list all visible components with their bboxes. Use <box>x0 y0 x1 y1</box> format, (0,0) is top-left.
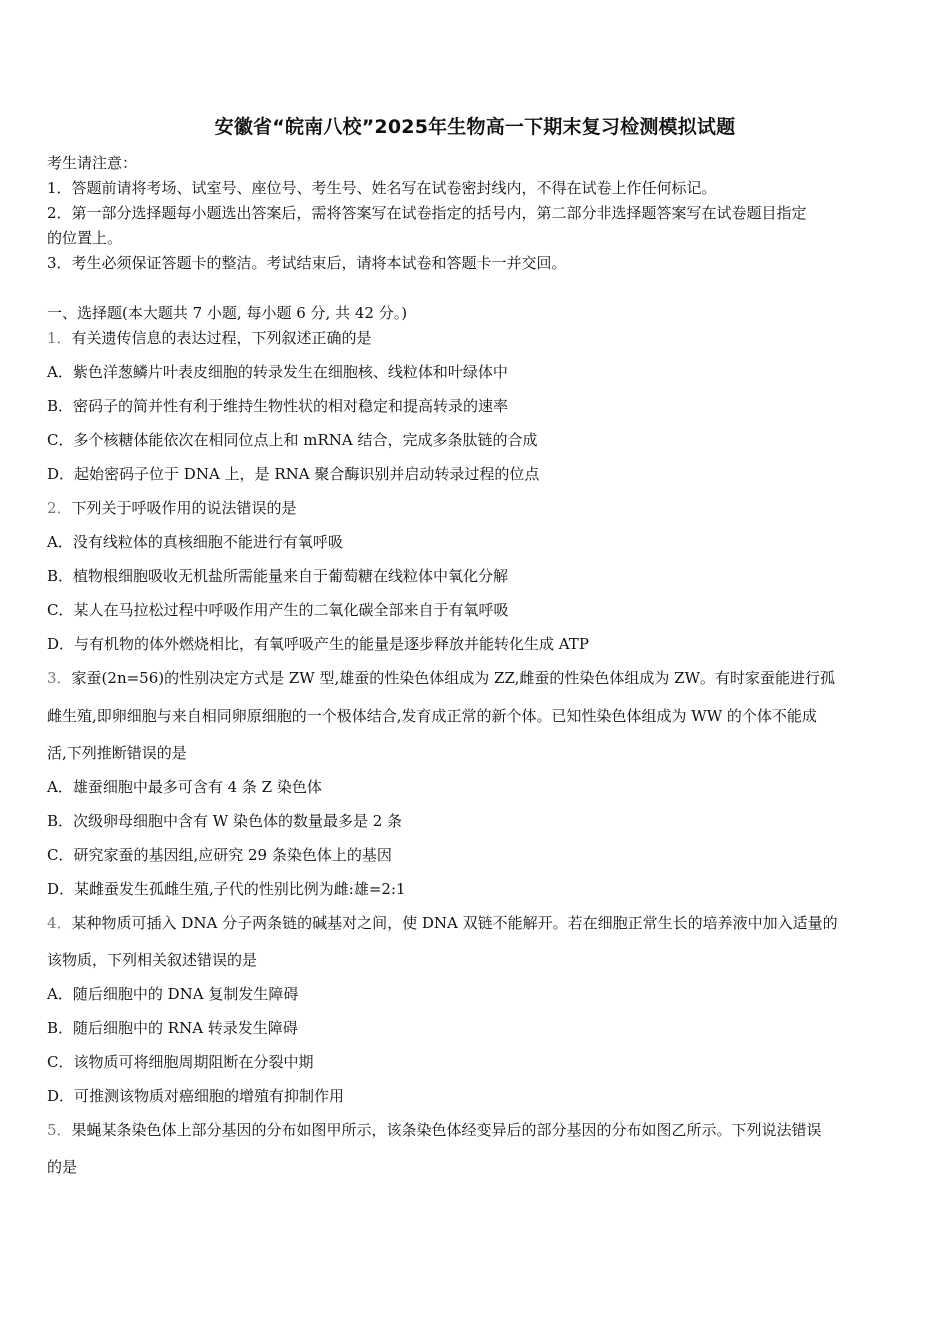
question-3-option-d: D．某雌蚕发生孤雌生殖,子代的性别比例为雌:雄=2:1 <box>47 880 406 898</box>
notice-item-2-cont: 的位置上。 <box>47 229 123 247</box>
question-2-stem <box>47 497 297 518</box>
question-4-option-c: C．该物质可将细胞周期阻断在分裂中期 <box>47 1053 314 1071</box>
question-4-option-b: B．随后细胞中的 RNA 转录发生障碍 <box>47 1019 298 1037</box>
question-number: 2． <box>47 499 72 517</box>
notice-item-3: 3．考生必须保证答题卡的整洁。考试结束后，请将本试卷和答题卡一并交回。 <box>47 254 567 272</box>
question-2-option-c: C．某人在马拉松过程中呼吸作用产生的二氧化碳全部来自于有氧呼吸 <box>47 601 509 619</box>
notice-item-1: 1．答题前请将考场、试室号、座位号、考生号、姓名写在试卷密封线内，不得在试卷上作任何标记。 <box>47 179 717 197</box>
page-title: 安徽省“皖南八校”2025年生物高一下期末复习检测模拟试题 <box>214 116 736 138</box>
question-1-stem <box>47 327 372 348</box>
question-text: 果蝇某条染色体上部分基因的分布如图甲所示，该条染色体经变异后的部分基因的分布如图乙所示。下列说法错误 <box>71 1121 822 1139</box>
question-2-option-a: A．没有线粒体的真核细胞不能进行有氧呼吸 <box>47 533 343 551</box>
question-3-stem-line-3: 活,下列推断错误的是 <box>47 744 187 762</box>
question-text: 家蚕(2n=56)的性别决定方式是 ZW 型,雄蚕的性染色体组成为 ZZ,雌蚕的性染色体组成为 ZW。有时家蚕能进行孤 <box>71 669 835 687</box>
question-4-option-d: D．可推测该物质对癌细胞的增殖有抑制作用 <box>47 1087 345 1105</box>
question-2-option-b: B．植物根细胞吸收无机盐所需能量来自于葡萄糖在线粒体中氧化分解 <box>47 567 509 585</box>
question-4-option-a: A．随后细胞中的 DNA 复制发生障碍 <box>47 985 299 1003</box>
notice-item-2: 2．第一部分选择题每小题选出答案后，需将答案写在试卷指定的括号内，第二部分非选择题答案写在试卷题目指定 <box>47 204 807 222</box>
question-text: 有关遗传信息的表达过程，下列叙述正确的是 <box>71 329 372 347</box>
question-number: 4． <box>47 914 72 932</box>
question-2-option-d: D．与有机物的体外燃烧相比，有氧呼吸产生的能量是逐步释放并能转化生成 ATP <box>47 635 589 653</box>
question-4-stem <box>47 912 838 933</box>
section-heading: 一、选择题(本大题共 7 小题, 每小题 6 分, 共 42 分。) <box>47 304 408 322</box>
question-5-stem <box>47 1119 822 1140</box>
question-3-stem <box>47 667 835 688</box>
question-1-option-c: C．多个核糖体能依次在相同位点上和 mRNA 结合，完成多条肽链的合成 <box>47 431 538 449</box>
question-3-stem-line-2: 雌生殖,即卵细胞与来自相同卵原细胞的一个极体结合,发育成正常的新个体。已知性染色体组成为 WW 的个体不能成 <box>47 707 817 725</box>
question-3-option-b: B．次级卵母细胞中含有 W 染色体的数量最多是 2 条 <box>47 812 403 830</box>
question-number: 3． <box>47 669 72 687</box>
question-text: 某种物质可插入 DNA 分子两条链的碱基对之间，使 DNA 双链不能解开。若在细胞正常生长的培养液中加入适量的 <box>71 914 838 932</box>
question-1-option-a: A．紫色洋葱鳞片叶表皮细胞的转录发生在细胞核、线粒体和叶绿体中 <box>47 363 508 381</box>
question-4-stem-line-2: 该物质，下列相关叙述错误的是 <box>47 951 258 969</box>
question-3-option-c: C．研究家蚕的基因组,应研究 29 条染色体上的基因 <box>47 846 392 864</box>
question-1-option-d: D．起始密码子位于 DNA 上，是 RNA 聚合酶识别并启动转录过程的位点 <box>47 465 540 483</box>
question-1-option-b: B．密码子的简并性有利于维持生物性状的相对稳定和提高转录的速率 <box>47 397 509 415</box>
question-number: 1． <box>47 329 72 347</box>
question-text: 下列关于呼吸作用的说法错误的是 <box>71 499 297 517</box>
question-number: 5． <box>47 1121 72 1139</box>
question-3-option-a: A．雄蚕细胞中最多可含有 4 条 Z 染色体 <box>47 778 322 796</box>
notice-heading: 考生请注意： <box>47 154 138 172</box>
question-5-stem-line-2: 的是 <box>47 1158 78 1176</box>
